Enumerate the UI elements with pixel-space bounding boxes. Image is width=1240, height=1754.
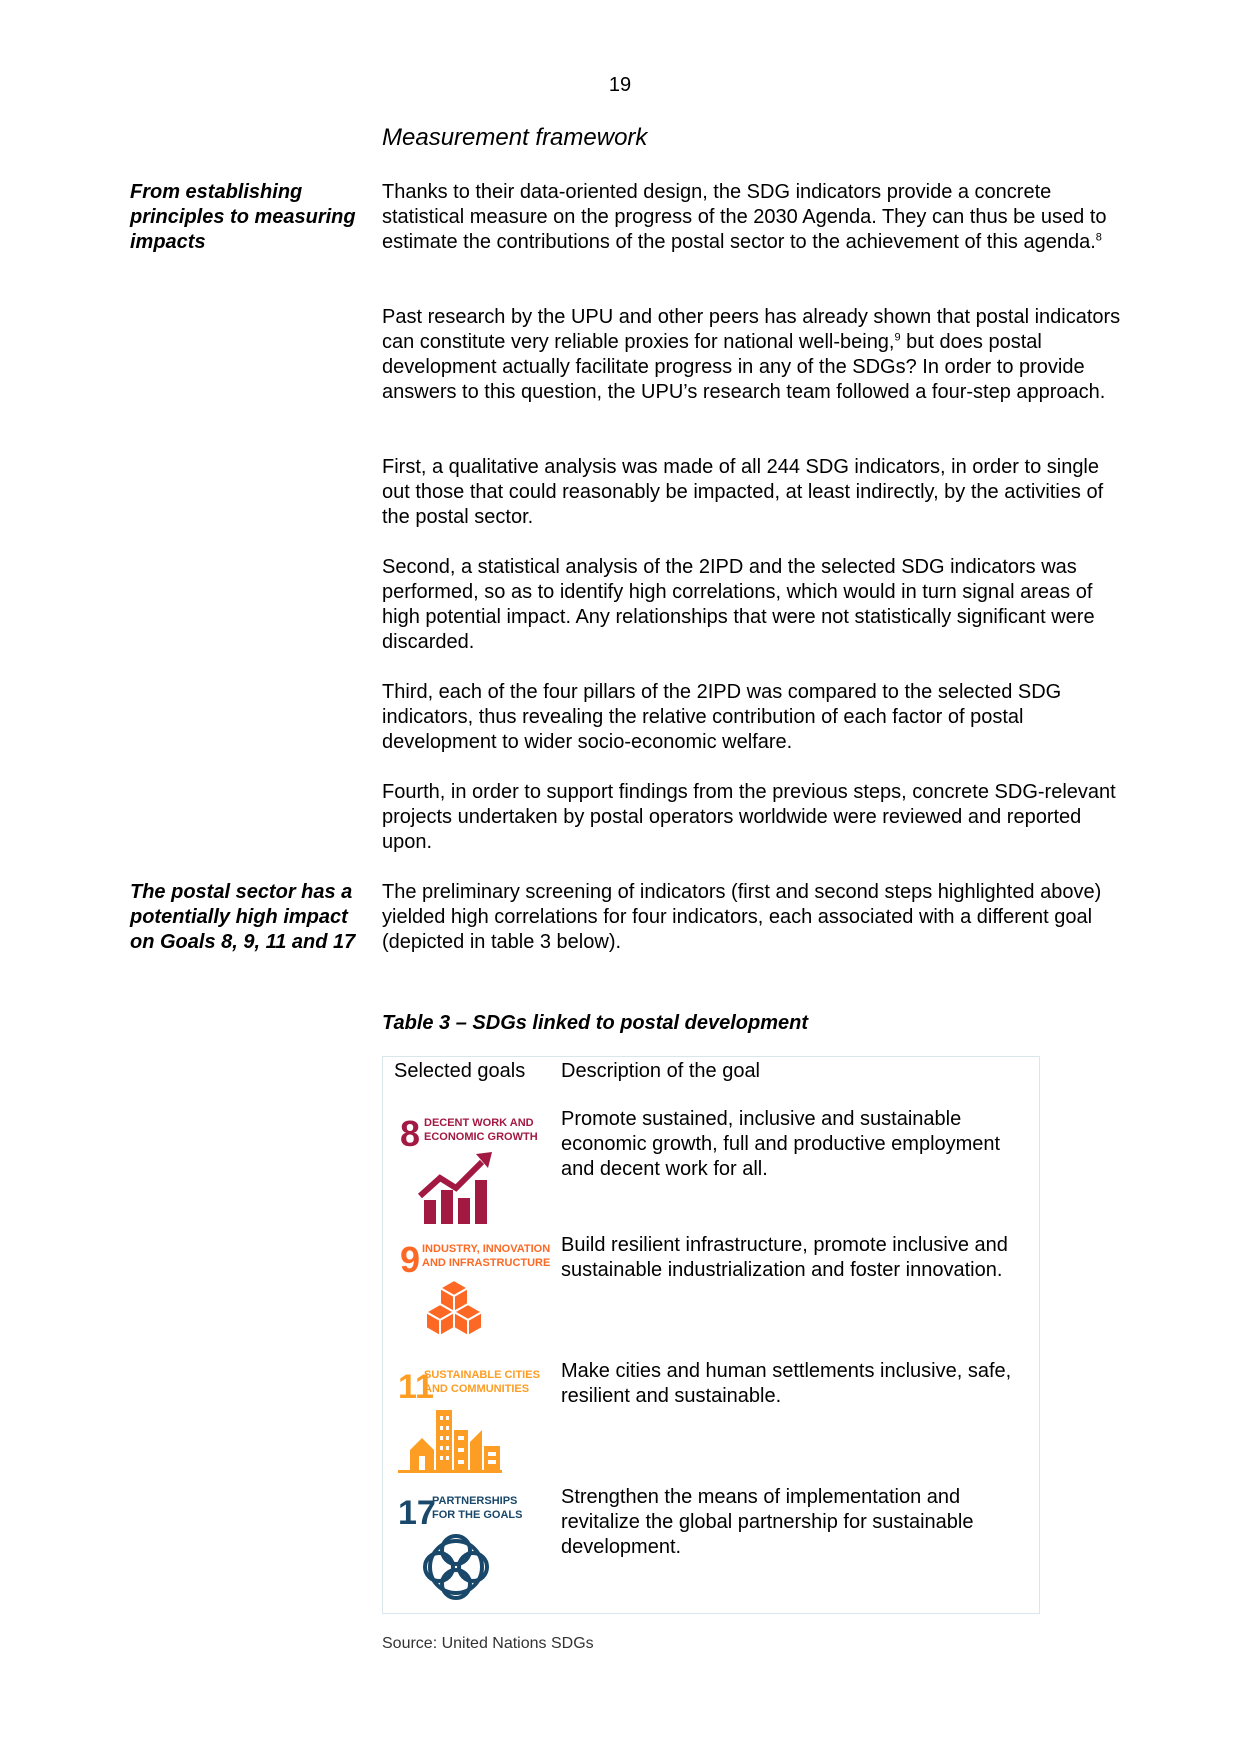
- sdg-11-label-line2: AND COMMUNITIES: [424, 1383, 530, 1395]
- sdg-9-label-line1: INDUSTRY, INNOVATION: [422, 1243, 551, 1255]
- footnote-ref: 9: [894, 331, 901, 344]
- page-number: 19: [608, 74, 632, 96]
- paragraph-second-step: Second, a statistical analysis of the 2IPD and the selected SDG indicators was performed, so as to identify high correlations, which would in turn signal areas of high potential impact. Any relationships that were not statistically significant were discarded.: [382, 556, 1095, 653]
- paragraph-text: Thanks to their data-oriented design, the SDG indicators provide a concrete statistical measure on the progress of the 2030 Agenda. They can thus be used to estimate the contributions of the postal sector to the achievement of this agenda.: [382, 181, 1107, 253]
- sdg-11-number: 11: [398, 1368, 434, 1406]
- sdg-17-icon: [398, 1486, 523, 1604]
- paragraph-text: Past research by the UPU and other peers has already shown that postal indicators can constitute very reliable proxies for national well-being,: [382, 306, 1121, 353]
- paragraph-first-step: First, a qualitative analysis was made of all 244 SDG indicators, in order to single out those that could reasonably be impacted, at least indirectly, by the activities of the postal sector.: [382, 456, 1104, 528]
- sdg-17-label-line1: PARTNERSHIPS: [432, 1495, 518, 1507]
- sdg-8-label-line1: DECENT WORK AND: [424, 1117, 534, 1129]
- sdg-8-icon: [398, 1108, 538, 1226]
- paragraph-text: but does postal development actually facilitate progress in any of the SDGs? In order to provide answers to this question, the UPU’s research team followed a four-step approach.: [382, 331, 1106, 403]
- sdg-17-description: Strengthen the means of implementation and revitalize the global partnership for sustainable development.: [561, 1486, 974, 1558]
- sdg-9-label-line2: AND INFRASTRUCTURE: [422, 1257, 551, 1269]
- footnote-ref: 8: [1095, 231, 1102, 244]
- flower-rings-icon: [425, 1536, 487, 1598]
- table-source: Source: United Nations SDGs: [382, 1635, 594, 1652]
- sdg-9-icon: [398, 1234, 551, 1352]
- cubes-icon: [426, 1280, 482, 1336]
- sdg-11-icon: [398, 1360, 540, 1478]
- sdg-17-label-line2: FOR THE GOALS: [432, 1509, 523, 1521]
- side-note-postal-impact: The postal sector has a potentially high impact on Goals 8, 9, 11 and 17: [130, 881, 356, 953]
- paragraph-fourth-step: Fourth, in order to support findings from the previous steps, concrete SDG-relevant projects undertaken by postal operators worldwide were reviewed and reported upon.: [382, 781, 1116, 853]
- sdg-11-description: Make cities and human settlements inclusive, safe, resilient and sustainable.: [561, 1360, 1012, 1407]
- sdg-9-description: Build resilient infrastructure, promote inclusive and sustainable industrialization and foster innovation.: [561, 1234, 1008, 1281]
- sdg-8-number: 8: [400, 1113, 421, 1154]
- sdg-9-number: 9: [400, 1239, 421, 1280]
- sdg-11-label-line1: SUSTAINABLE CITIES: [424, 1369, 540, 1381]
- city-buildings-icon: [398, 1410, 502, 1473]
- paragraph-third-step: Third, each of the four pillars of the 2IPD was compared to the selected SDG indicators, thus revealing the relative contribution of each factor of postal development to wider socio-economic welfare.: [382, 681, 1062, 753]
- paragraph-sdg-indicators: [382, 180, 1122, 255]
- sdg-8-description: Promote sustained, inclusive and sustainable economic growth, full and productive employment and decent work for all.: [561, 1108, 1001, 1180]
- paragraph-screening: The preliminary screening of indicators (first and second steps highlighted above) yielded high correlations for four indicators, each associated with a different goal (depicted in table 3 below).: [382, 881, 1102, 953]
- section-heading: Measurement framework: [382, 124, 648, 151]
- table-title: Table 3 – SDGs linked to postal development: [382, 1012, 809, 1034]
- paragraph-past-research: [382, 305, 1122, 405]
- table-header-description: Description of the goal: [561, 1060, 761, 1082]
- sdg-17-number: 17: [398, 1494, 436, 1532]
- side-note-principles: From establishing principles to measuring impacts: [130, 181, 356, 253]
- growth-chart-icon: [420, 1152, 492, 1224]
- sdg-8-label-line2: ECONOMIC GROWTH: [424, 1131, 538, 1143]
- table-header-goals: Selected goals: [394, 1060, 526, 1082]
